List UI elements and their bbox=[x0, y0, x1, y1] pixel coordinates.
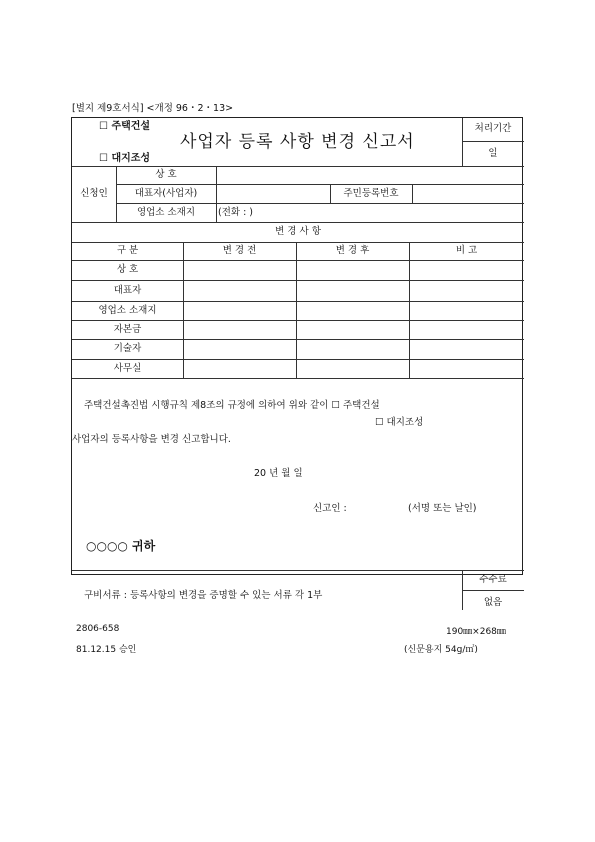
addressee: ○○○○ 귀하 bbox=[86, 539, 156, 553]
paper-size: 190㎜×268㎜ bbox=[446, 627, 506, 637]
type-option-land[interactable]: ☐ 대지조성 bbox=[99, 153, 151, 164]
representative-label: 대표자(사업자) bbox=[134, 188, 198, 199]
signature-label: (서명 또는 날인) bbox=[408, 503, 477, 514]
statement-line-1: 주택건설촉진법 시행규칙 제8조의 규정에 의하여 위와 같이 ☐ 주택건설 bbox=[84, 400, 380, 411]
row-label-office: 영업소 소재지 bbox=[98, 305, 157, 316]
form-title: 사업자 등록 사항 변경 신고서 bbox=[180, 132, 415, 152]
row-label-office-space: 사무실 bbox=[113, 363, 142, 374]
column-before: 변 경 전 bbox=[222, 245, 257, 256]
report-date: 20 년 월 일 bbox=[254, 468, 303, 479]
reporter-label: 신고인 : bbox=[313, 503, 347, 514]
changes-section-title: 변 경 사 항 bbox=[275, 226, 321, 237]
resident-number-label: 주민등록번호 bbox=[343, 188, 399, 199]
row-label-representative: 대표자 bbox=[113, 285, 142, 296]
row-label-capital: 자본금 bbox=[113, 324, 142, 335]
form-code: 2806-658 bbox=[76, 624, 120, 634]
processing-period-label: 처리기간 bbox=[474, 123, 512, 134]
fee-label: 수수료 bbox=[479, 574, 507, 585]
form-table bbox=[71, 117, 523, 608]
office-address-label: 영업소 소재지 bbox=[136, 207, 196, 218]
applicant-label: 신청인 bbox=[80, 188, 108, 199]
statement-line-3: 사업자의 등록사항을 변경 신고합니다. bbox=[72, 434, 231, 445]
column-remarks: 비 고 bbox=[455, 245, 478, 256]
fee-value: 없음 bbox=[483, 597, 503, 608]
approval-date: 81.12.15 승인 bbox=[76, 645, 137, 655]
type-option-housing[interactable]: ☐ 주택건설 bbox=[99, 121, 151, 132]
required-documents: 구비서류 : 등록사항의 변경을 증명할 수 있는 서류 각 1부 bbox=[84, 590, 323, 601]
row-label-name: 상 호 bbox=[116, 264, 139, 275]
form-header: [별지 제9호서식] <개정 96・2・13> bbox=[72, 103, 234, 114]
column-after: 변 경 후 bbox=[335, 245, 370, 256]
paper-type: (신문용지 54g/㎡) bbox=[404, 645, 478, 655]
business-name-label: 상 호 bbox=[155, 169, 177, 180]
processing-period-value: 일 bbox=[488, 148, 498, 159]
row-label-engineer: 기술자 bbox=[113, 343, 142, 354]
statement-line-2[interactable]: ☐ 대지조성 bbox=[375, 417, 424, 428]
phone-field[interactable]: (전화 : ) bbox=[218, 207, 254, 218]
column-category: 구 분 bbox=[116, 245, 139, 256]
